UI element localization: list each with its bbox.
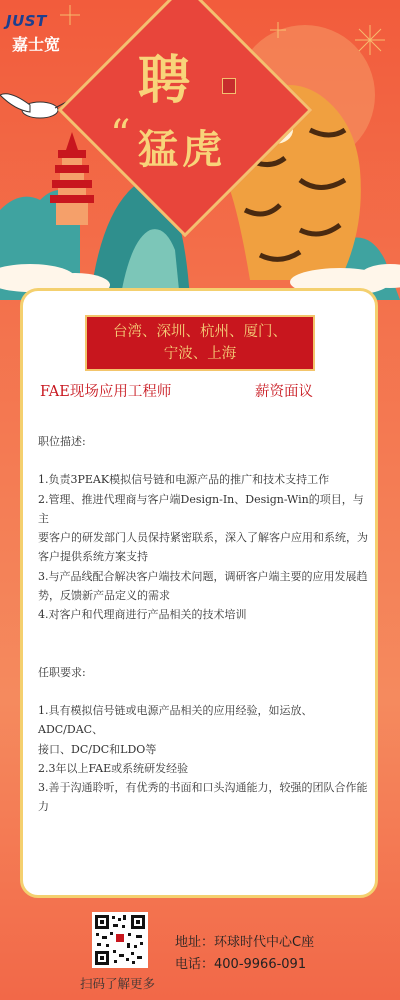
requirement-item: 接口、DC/DC和LDO等 bbox=[38, 742, 157, 756]
phone-text[interactable]: 电话：400-9966-091 bbox=[175, 957, 307, 972]
requirement-item: 2.3年以上FAE或系统研发经验 bbox=[38, 761, 189, 775]
description-heading: 职位描述: bbox=[38, 435, 86, 448]
cities-banner bbox=[85, 315, 315, 371]
title-quote-mark: “ bbox=[110, 112, 131, 158]
description-item: 客户提供系统方案支持 bbox=[38, 550, 148, 564]
pagoda-icon bbox=[50, 132, 94, 225]
requirement-item: 1.具有模拟信号链或电源产品相关的应用经验，如运放、ADC/DAC、 bbox=[38, 703, 313, 737]
requirement-item: 3.善于沟通聆听，有优秀的书面和口头沟通能力，较强的团队合作能力 bbox=[38, 781, 368, 814]
description-item: 4.对客户和代理商进行产品相关的技术培训 bbox=[38, 608, 247, 622]
job-title: FAE现场应用工程师 bbox=[40, 384, 172, 400]
address-text: 地址：环球时代中心C座 bbox=[175, 935, 315, 950]
logo-text-en: JUST bbox=[6, 12, 47, 30]
description-item: 1.负责3PEAK模拟信号链和电源产品的推广和技术支持工作 bbox=[38, 473, 330, 487]
description-item: 势，反馈新产品定义的需求 bbox=[38, 589, 170, 603]
qr-code[interactable] bbox=[92, 912, 148, 968]
job-details bbox=[38, 432, 373, 817]
requirements-heading: 任职要求: bbox=[38, 665, 86, 679]
qr-label: 扫码了解更多 bbox=[80, 976, 156, 991]
description-item: 3.与产品线配合解决客户端技术问题，调研客户端主要的应用发展趋 bbox=[38, 569, 368, 583]
title-tiger: 猛虎 bbox=[138, 126, 226, 173]
seal-stamp bbox=[222, 78, 236, 94]
brand-logo bbox=[6, 12, 86, 62]
cities-line-2: 宁波、上海 bbox=[163, 346, 237, 362]
cities-line-1: 台湾、深圳、杭州、厦门、 bbox=[113, 324, 287, 340]
description-item: 要客户的研发部门人员保持紧密联系，深入了解客户应用和系统，为 bbox=[38, 531, 368, 545]
logo-text-cn: 嘉士宽 bbox=[12, 35, 61, 54]
salary-text: 薪资面议 bbox=[255, 384, 313, 400]
description-item: 2.管理、推进代理商与客户端Design-In、Design-Win的项目，与主 bbox=[38, 492, 364, 525]
title-recruit: 聘 bbox=[138, 50, 191, 111]
